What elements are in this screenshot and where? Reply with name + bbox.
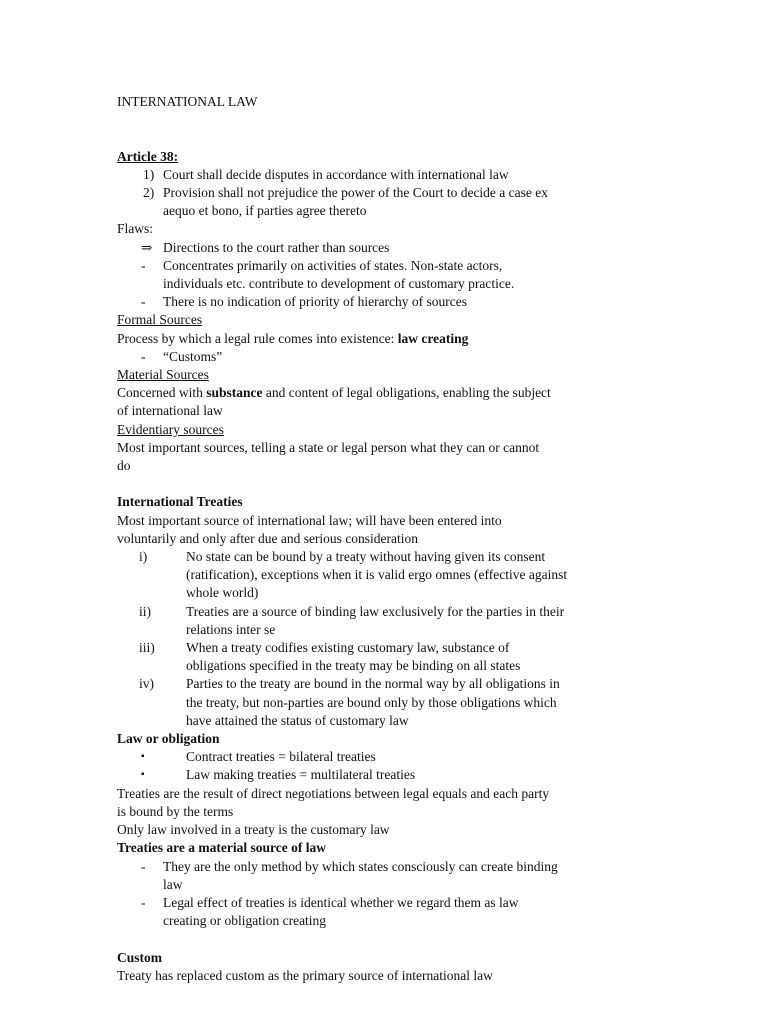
list-marker: iii) — [139, 640, 155, 656]
paragraph-line: Most important sources, telling a state or legal person what they can or cannot — [117, 439, 540, 455]
list-marker: ii) — [139, 603, 151, 619]
evidentiary-sources-heading: Evidentiary sources — [117, 421, 224, 437]
paragraph-line: do — [117, 458, 131, 474]
list-marker: i) — [139, 549, 148, 565]
paragraph-line: Most important source of international law; will have been entered into — [117, 512, 502, 528]
paragraph: Concerned with substance and content of legal obligations, enabling the subject — [117, 385, 551, 401]
material-source-heading: Treaties are a material source of law — [117, 840, 326, 856]
list-item: ▪ Law making treaties = multilateral treaties — [117, 766, 657, 784]
paragraph-line: Treaty has replaced custom as the primary source of international law — [117, 967, 493, 983]
list-marker: - — [141, 858, 146, 874]
list-item: i) No state can be bound by a treaty without having given its consent (ratification), exceptions when it is valid ergo omnes (effective against whole world) — [139, 549, 568, 601]
document-title: INTERNATIONAL LAW — [117, 94, 258, 109]
list-item: ▪ Contract treaties = bilateral treaties — [117, 748, 657, 766]
list-item: ii) Treaties are a source of binding law exclusively for the parties in their relations inter se — [139, 603, 565, 637]
formal-sources-heading: Formal Sources — [117, 312, 203, 328]
arrow-icon: ⇒ — [141, 239, 153, 255]
list-marker: iv) — [139, 676, 154, 692]
paragraph: Process by which a legal rule comes into existence: law creating — [117, 330, 469, 346]
list-item: - There is no indication of priority of hierarchy of sources — [117, 293, 657, 311]
list-marker: 1) — [143, 166, 155, 182]
paragraph-line: Only law involved in a treaty is the customary law — [117, 822, 390, 838]
list-marker: - — [141, 257, 146, 273]
list-marker: 2) — [143, 185, 155, 200]
list-item: - They are the only method by which states consciously can create binding law — [141, 858, 558, 892]
law-or-obligation-heading: Law or obligation — [117, 731, 220, 747]
list-marker: - — [141, 294, 146, 310]
list-item: 2) Provision shall not prejudice the power of the Court to decide a case ex aequo et bono, if parties agree thereto — [143, 185, 549, 219]
paragraph-line: is bound by the terms — [117, 803, 234, 819]
list-item: - Concentrates primarily on activities of states. Non-state actors, individuals etc. contribute to development of customary practice. — [141, 257, 515, 292]
paragraph-line: of international law — [117, 403, 223, 419]
list-item: ⇒ Directions to the court rather than sources — [117, 239, 657, 257]
article-38-heading: Article 38: — [117, 148, 179, 164]
list-item: - “Customs” — [117, 348, 657, 366]
document-body — [117, 93, 657, 985]
custom-heading: Custom — [117, 949, 163, 965]
list-item: iii) When a treaty codifies existing customary law, substance of obligations specified in the treaty may be binding on all states — [139, 640, 521, 674]
paragraph-line: Treaties are the result of direct negotiations between legal equals and each party — [117, 785, 550, 801]
list-item: iv) Parties to the treaty are bound in the normal way by all obligations in the treaty, but non-parties are bound only by those obligations which have attained the status of customary law — [139, 676, 560, 728]
list-item: 1) Court shall decide disputes in accordance with international law — [117, 166, 657, 184]
square-bullet-icon: ▪ — [141, 769, 145, 781]
paragraph-line: voluntarily and only after due and serious consideration — [117, 530, 419, 546]
material-sources-heading: Material Sources — [117, 367, 209, 383]
flaws-label: Flaws: — [117, 221, 154, 237]
square-bullet-icon: ▪ — [141, 751, 145, 763]
list-marker: - — [141, 348, 146, 364]
list-marker: - — [141, 894, 146, 910]
list-item: - Legal effect of treaties is identical whether we regard them as law creating or obligation creating — [141, 894, 519, 929]
treaties-heading: International Treaties — [117, 494, 243, 510]
